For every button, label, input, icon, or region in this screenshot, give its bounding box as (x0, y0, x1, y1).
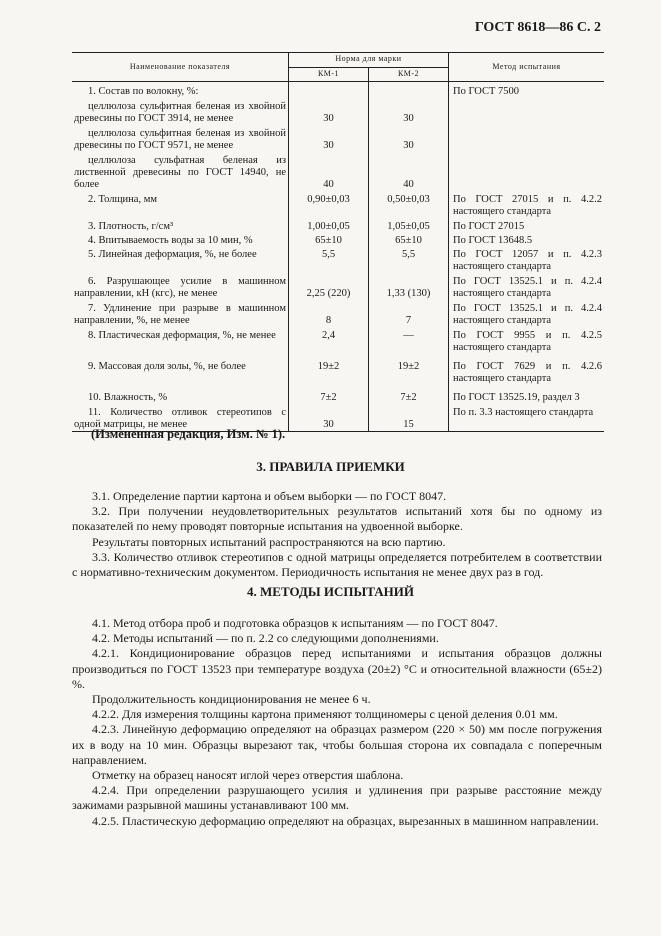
page-header: ГОСТ 8618—86 С. 2 (474, 20, 601, 35)
cell-method: По ГОСТ 7629 и п. 4.2.6 настоящего стандарта (453, 361, 602, 384)
cell-name: 1. Состав по волокну, %: (72, 82, 289, 99)
cell-name: 6. Разрушающее усилие в машинном направлении, кН (кгс), не менее (72, 273, 289, 300)
cell-method (449, 152, 605, 191)
cell-km1: 30 (289, 98, 369, 125)
cell-name: целлюлоза сульфитная беленая из хвойной древесины по ГОСТ 3914, не менее (72, 98, 289, 125)
cell-method: По ГОСТ 13525.1 и п. 4.2.4 настоящего стандарта (453, 303, 602, 326)
cell-km2: — (369, 327, 449, 354)
cell-method (449, 98, 605, 125)
cell-km2: 15 (369, 404, 449, 432)
cell-method: По ГОСТ 13525.19, раздел 3 (453, 392, 580, 403)
table-row (72, 152, 604, 191)
cell-km1: 30 (289, 125, 369, 152)
cell-km2: 40 (369, 152, 449, 191)
paragraph: Отметку на образец наносят иглой через отверстия шаблона. (92, 768, 404, 783)
cell-km2: 1,05±0,05 (369, 218, 449, 233)
cell-km1: 2,4 (289, 327, 369, 354)
cell-km1: 2,25 (220) (289, 273, 369, 300)
cell-method: По ГОСТ 7500 (453, 86, 520, 97)
cell-method: По ГОСТ 27015 (453, 221, 525, 232)
paragraph: 4.2.1. Кондиционирование образцов перед испытаниями и испытания образцов должны производиться по ГОСТ 13523 при температуре воздуха (20±2) °С и относительной влажности (65±2) %. (72, 646, 602, 691)
cell-method: По п. 3.3 настоящего стандарта (449, 404, 605, 432)
section-4-body (72, 616, 602, 829)
indicators-table (72, 52, 604, 432)
cell-km1: 30 (289, 404, 369, 432)
cell-name: 9. Массовая доля золы, %, не более (72, 354, 289, 385)
cell-name: 7. Удлинение при разрыве в машинном направлении, %, не менее (72, 300, 289, 327)
cell-km2: 1,33 (130) (369, 273, 449, 300)
cell-method: По ГОСТ 13525.1 и п. 4.2.4 настоящего стандарта (453, 276, 602, 299)
cell-km2: 5,5 (369, 247, 449, 273)
paragraph: 4.2.2. Для измерения толщины картона применяют толщиномеры с ценой деления 0.01 мм. (92, 707, 558, 722)
paragraph: 3.2. При получении неудовлетворительных результатов испытаний хотя бы по одному из показателей по нему проводят повторные испытания на удвоенной выборке. (72, 504, 602, 534)
cell-km2: 19±2 (369, 354, 449, 385)
table-row (72, 385, 604, 404)
table-row (72, 82, 604, 99)
cell-method (449, 125, 605, 152)
cell-name: 8. Пластическая деформация, %, не менее (72, 327, 289, 354)
cell-name: целлюлоза сульфитная беленая из хвойной древесины по ГОСТ 9571, не менее (72, 125, 289, 152)
cell-name: 11. Количество отливок стереотипов с одной матрицы, не менее (72, 404, 289, 432)
cell-km2 (369, 82, 449, 99)
cell-name: 2. Толщина, мм (72, 191, 289, 218)
section-3-title: 3. ПРАВИЛА ПРИЕМКИ (256, 459, 405, 474)
cell-km1: 7±2 (289, 385, 369, 404)
table-row (72, 247, 604, 273)
paragraph: Результаты повторных испытаний распространяются на всю партию. (92, 534, 446, 549)
cell-method: По ГОСТ 27015 и п. 4.2.2 настоящего стандарта (453, 194, 602, 217)
cell-km2: 65±10 (369, 233, 449, 247)
section-3-body (72, 489, 602, 580)
cell-km1: 19±2 (289, 354, 369, 385)
cell-km1 (289, 82, 369, 99)
table-row (72, 233, 604, 247)
col-header-name: Наименование показателя (72, 53, 289, 82)
col-header-norm: Норма для марки (289, 53, 449, 68)
table-row (72, 273, 604, 300)
table-row (72, 191, 604, 218)
table-body (72, 82, 604, 432)
paragraph: 4.2.5. Пластическую деформацию определяют на образцах, вырезанных в машинном направлении. (92, 813, 599, 828)
table-row (72, 98, 604, 125)
paragraph: 3.3. Количество отливок стереотипов с одной матрицы определяется потребителем в соответствии с нормативно-техническим документом. Периодичность испытания не менее двух раз в год. (72, 549, 602, 580)
cell-name: 10. Влажность, % (72, 385, 289, 404)
cell-method: По ГОСТ 13648.5 (453, 235, 533, 246)
section-4-title: 4. МЕТОДЫ ИСПЫТАНИЙ (247, 584, 414, 599)
col-header-km2: КМ-2 (369, 67, 449, 82)
cell-km2: 30 (369, 98, 449, 125)
col-header-km1: КМ-1 (289, 67, 369, 82)
paragraph: 4.2.4. При определении разрушающего усилия и удлинения при разрыве расстояние между зажимами разрывной машины устанавливают 100 мм. (72, 783, 602, 813)
paragraph: 4.2. Методы испытаний — по п. 2.2 со следующими дополнениями. (92, 631, 439, 646)
cell-name: 4. Впитываемость воды за 10 мин, % (72, 233, 289, 247)
cell-km1: 65±10 (289, 233, 369, 247)
table-row (72, 354, 604, 385)
paragraph: 4.1. Метод отбора проб и подготовка образцов к испытаниям — по ГОСТ 8047. (92, 616, 498, 630)
cell-km1: 0,90±0,03 (289, 191, 369, 218)
cell-km1: 5,5 (289, 247, 369, 273)
cell-km2: 30 (369, 125, 449, 152)
cell-name: 3. Плотность, г/см³ (72, 218, 289, 233)
cell-name: 5. Линейная деформация, %, не более (72, 247, 289, 273)
table-row (72, 327, 604, 354)
paragraph: 4.2.3. Линейную деформацию определяют на образцах размером (220 × 50) мм после погружения их в воду на 10 мин. Образцы вырезают так, чтобы большая сторона их совпадала с поперечным направлением. (72, 722, 602, 767)
cell-km1: 1,00±0,05 (289, 218, 369, 233)
table-row (72, 218, 604, 233)
cell-km2: 0,50±0,03 (369, 191, 449, 218)
cell-km1: 40 (289, 152, 369, 191)
amendment-note: (Измененная редакция, Изм. № 1). (91, 427, 286, 441)
cell-km2: 7±2 (369, 385, 449, 404)
table-row (72, 300, 604, 327)
cell-method: По ГОСТ 9955 и п. 4.2.5 настоящего стандарта (453, 330, 602, 353)
paragraph: Продолжительность кондиционирования не менее 6 ч. (92, 692, 371, 707)
paragraph: 3.1. Определение партии картона и объем выборки — по ГОСТ 8047. (92, 489, 447, 503)
cell-method: По ГОСТ 12057 и п. 4.2.3 настоящего стандарта (453, 249, 602, 272)
col-header-method: Метод испытания (449, 53, 605, 82)
cell-name: целлюлоза сульфатная беленая из лиственной древесины по ГОСТ 14940, не более (72, 152, 289, 191)
table-row (72, 125, 604, 152)
cell-km1: 8 (289, 300, 369, 327)
cell-km2: 7 (369, 300, 449, 327)
